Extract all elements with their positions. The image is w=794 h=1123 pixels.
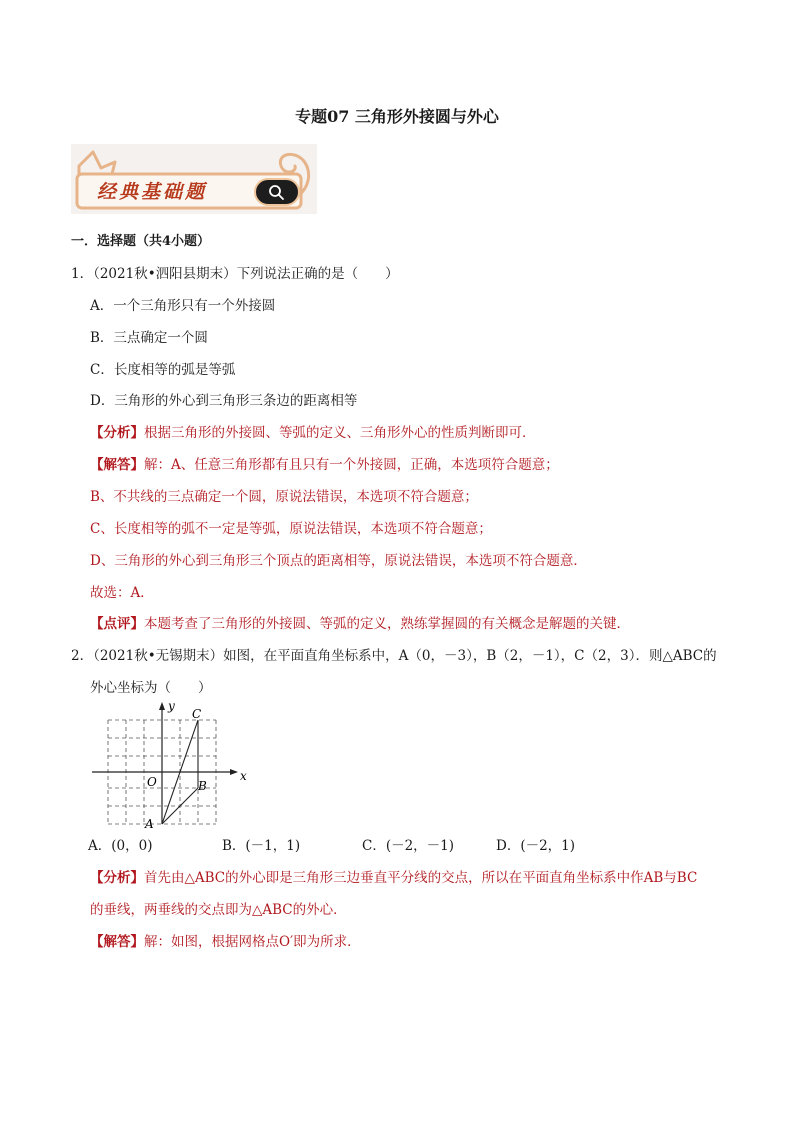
- q2-option-b: B．(－1，1): [222, 838, 301, 854]
- answer-text: 解：A、任意三角形都有且只有一个外接圆，正确，本选项符合题意；: [144, 457, 559, 473]
- q2-analysis-line-2: 的垂线，两垂线的交点即为△ABC的外心．: [90, 902, 347, 918]
- q1-option-b: B．三点确定一个圆: [90, 330, 208, 346]
- q1-option-a: A．一个三角形只有一个外接圆: [90, 298, 276, 314]
- q2-stem-line-1: 2．（2021秋•无锡期末）如图，在平面直角坐标系中，A（0，－3），B（2，－1），C（2，3）．则△ABC的: [71, 648, 717, 664]
- comment-tag: 【点评】: [90, 616, 144, 632]
- point-c-label: C: [192, 707, 202, 721]
- q2-answer: [90, 930, 361, 950]
- q1-analysis: [90, 421, 536, 441]
- origin-label: O: [147, 775, 157, 789]
- q2-option-d: D．(－2，1): [496, 838, 576, 854]
- q2-option-a: A．(0，0): [88, 838, 153, 854]
- q2-option-c: C．(－2，－1): [362, 838, 455, 854]
- q1-answer-line-1: [90, 453, 559, 473]
- q1-comment: [90, 612, 630, 632]
- q1-answer-line-2: B、不共线的三点确定一个圆，原说法错误，本选项不符合题意；: [90, 489, 478, 505]
- answer-tag: 【解答】: [90, 457, 144, 473]
- answer-tag: 【解答】: [90, 934, 144, 950]
- x-axis-arrow: [230, 769, 238, 775]
- q1-choice: 故选：A．: [90, 585, 154, 601]
- q2-stem-line-2: 外心坐标为（ ）: [90, 680, 212, 696]
- q2-analysis-line-1: [90, 866, 697, 886]
- section-heading: 一．选择题（共4小题）: [71, 234, 211, 249]
- analysis-tag: 【分析】: [90, 870, 144, 886]
- y-axis-arrow: [159, 702, 165, 710]
- classic-basics-banner: [71, 144, 317, 214]
- point-b-label: B: [198, 779, 207, 793]
- q1-answer-line-3: C、长度相等的弧不一定是等弧，原说法错误，本选项不符合题意；: [90, 521, 492, 537]
- q1-stem: 1．（2021秋•泗阳县期末）下列说法正确的是（ ）: [71, 266, 399, 282]
- point-a-label: A: [145, 817, 154, 830]
- banner-label: 经典基础题: [97, 181, 208, 203]
- answer-text: 解：如图，根据网格点O′即为所求．: [144, 934, 361, 950]
- coordinate-grid-svg: [88, 700, 248, 830]
- banner-graphic: [71, 144, 317, 214]
- comment-text: 本题考查了三角形的外接圆、等弧的定义，熟练掌握圆的有关概念是解题的关键．: [144, 616, 630, 632]
- q1-option-d: D．三角形的外心到三角形三条边的距离相等: [90, 393, 358, 409]
- coordinate-grid-figure: [88, 700, 248, 830]
- q1-answer-line-4: D、三角形的外心到三角形三个顶点的距离相等，原说法错误，本选项不符合题意．: [90, 553, 587, 569]
- q2-options: [88, 834, 575, 854]
- x-axis-label: x: [240, 769, 247, 783]
- q1-option-c: C．长度相等的弧是等弧: [90, 362, 236, 378]
- page-title: 专题07 三角形外接圆与外心: [295, 107, 499, 126]
- analysis-text: 根据三角形的外接圆、等弧的定义、三角形外心的性质判断即可．: [144, 425, 536, 441]
- y-axis-label: y: [168, 700, 175, 713]
- analysis-tag: 【分析】: [90, 425, 144, 441]
- analysis-text: 首先由△ABC的外心即是三角形三边垂直平分线的交点，所以在平面直角坐标系中作AB与BC: [144, 870, 698, 886]
